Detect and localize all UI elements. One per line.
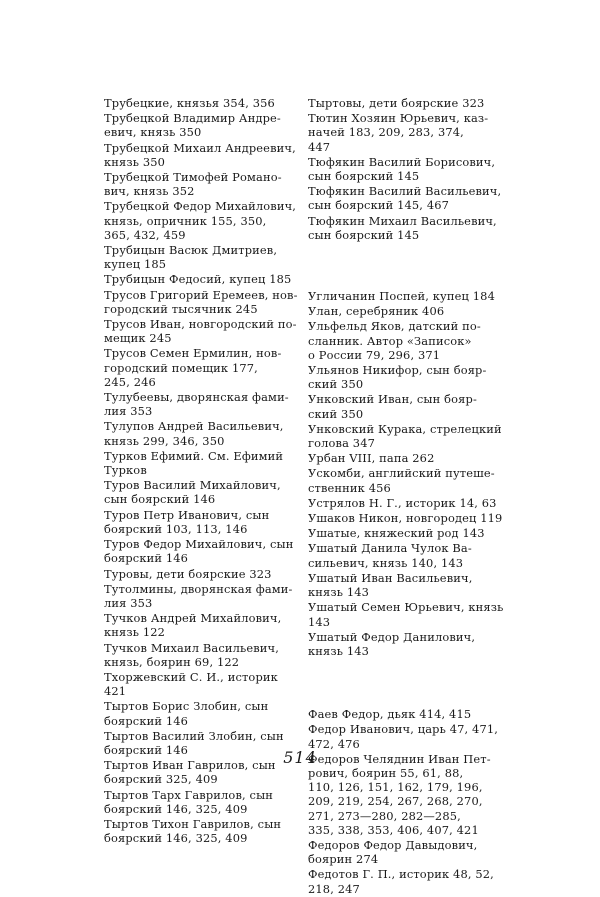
section-gap	[308, 659, 510, 707]
index-column-left	[104, 96, 302, 846]
index-entry	[308, 707, 510, 721]
index-entry	[308, 722, 510, 750]
index-entry-line: 271, 273—280, 282—285,	[308, 808, 461, 823]
index-entry-line: мещик 245	[104, 331, 172, 346]
index-entry	[104, 567, 302, 581]
index-entry-line: Туровы, дети боярские 323	[104, 566, 272, 581]
index-entry-line: Трубецкой Тимофей Романо-	[104, 170, 282, 185]
index-entry-line: ский 350	[308, 377, 364, 392]
index-entry-line: Туров Федор Михайлович, сын	[104, 537, 294, 552]
index-entry	[104, 582, 302, 610]
index-entry-line: князь 143	[308, 643, 370, 658]
index-entry	[308, 184, 510, 212]
index-entry-line: Трубецкой Михаил Андреевич,	[104, 140, 296, 155]
index-entry-line: рович, боярин 55, 61, 88,	[308, 765, 464, 780]
index-entry-line: князь, опричник 155, 350,	[104, 213, 267, 228]
index-entry-line: боярский 146	[104, 713, 189, 728]
index-entry-line: сильевич, князь 140, 143	[308, 555, 464, 570]
index-entry-line: евич, князь 350	[104, 125, 202, 140]
index-entry-line: вич, князь 352	[104, 184, 195, 199]
index-entry-line: Федоров Челяднин Иван Пет-	[308, 751, 491, 766]
index-entry-line: лия 353	[104, 404, 153, 419]
index-entry-line: Трусов Григорий Еремеев, нов-	[104, 287, 298, 302]
index-entry-line: Федор Иванович, царь 47, 471,	[308, 722, 499, 737]
index-entry-line: сын боярский 145	[308, 169, 420, 184]
index-entry-line: Унковский Курака, стрелецкий	[308, 421, 502, 436]
index-entry-line: Турков Ефимий. См. Ефимий	[104, 448, 284, 463]
section-gap	[308, 243, 510, 289]
index-entry-line: 335, 338, 353, 406, 407, 421	[308, 822, 479, 837]
index-entry-line: 245, 246	[104, 374, 156, 389]
index-entry	[308, 319, 510, 362]
index-entry	[104, 170, 302, 198]
index-entry	[104, 111, 302, 139]
index-entry	[308, 511, 510, 525]
index-entry	[308, 155, 510, 183]
index-entry	[308, 571, 510, 599]
index-entry-line: 110, 126, 151, 162, 179, 196,	[308, 780, 483, 795]
index-entry	[104, 243, 302, 271]
index-entry-line: Угличанин Поспей, купец 184	[308, 289, 495, 304]
index-entry-line: Тютин Хозяин Юрьевич, каз-	[308, 111, 489, 126]
index-entry	[104, 478, 302, 506]
index-entry	[104, 611, 302, 639]
index-entry-line: городский тысячник 245	[104, 301, 258, 316]
index-entry-line: Трубицын Васюк Дмитриев,	[104, 243, 278, 258]
index-entry-line: Трубецкой Владимир Андре-	[104, 111, 281, 126]
index-entry-line: купец 185	[104, 257, 167, 272]
index-entry-line: Тхоржевский С. И., историк	[104, 669, 278, 684]
index-entry	[104, 817, 302, 845]
index-entry-line: Ушатый Федор Данилович,	[308, 629, 476, 644]
index-entry-line: князь, боярин 69, 122	[104, 654, 240, 669]
index-entry-line: Турков	[104, 463, 147, 478]
index-entry-line: 421	[104, 684, 127, 699]
page-number: 514	[283, 748, 317, 767]
index-entry	[308, 214, 510, 242]
index-entry-line: Трусов Иван, новгородский по-	[104, 317, 297, 332]
index-entry-line: 218, 247	[308, 881, 360, 896]
index-entry	[308, 363, 510, 391]
index-entry	[104, 449, 302, 477]
index-entry	[104, 419, 302, 447]
index-entry	[308, 867, 510, 895]
index-entry-line: лия 353	[104, 595, 153, 610]
index-entry-line: голова 347	[308, 436, 375, 451]
index-entry	[308, 838, 510, 866]
index-entry-line: Ушатый Семен Юрьевич, князь	[308, 600, 504, 615]
index-entry-line: Тыртов Борис Злобин, сын	[104, 699, 269, 714]
index-entry-line: Тутолмины, дворянская фами-	[104, 581, 293, 596]
index-entry-line: 365, 432, 459	[104, 227, 186, 242]
index-entry-line: Трубецкие, князья 354, 356	[104, 96, 275, 110]
index-entry-line: боярский 146, 325, 409	[104, 801, 248, 816]
index-entry-line: начей 183, 209, 283, 374,	[308, 125, 464, 140]
index-entry-line: Ускомби, английский путеше-	[308, 466, 495, 481]
index-entry-line: сын боярский 145	[308, 227, 420, 242]
index-entry	[104, 272, 302, 286]
index-entry-line: Туров Петр Иванович, сын	[104, 507, 270, 522]
index-entry-line: Тыртов Тихон Гаврилов, сын	[104, 816, 282, 831]
index-entry	[104, 96, 302, 110]
index-entry-line: князь 350	[104, 154, 166, 169]
index-entry-line: 447	[308, 139, 331, 154]
index-entry-line: 472, 476	[308, 736, 360, 751]
index-entry-line: сланник. Автор «Записок»	[308, 333, 472, 348]
index-entry-line: Туров Василий Михайлович,	[104, 478, 281, 493]
index-entry-line: Трубицын Федосий, купец 185	[104, 272, 292, 287]
index-entry	[104, 670, 302, 698]
index-entry	[308, 600, 510, 628]
index-entry	[308, 392, 510, 420]
index-entry-line: князь 143	[308, 585, 370, 600]
index-entry-line: князь 299, 346, 350	[104, 433, 225, 448]
index-entry-line: Тыртов Иван Гаврилов, сын	[104, 758, 276, 773]
index-entry	[104, 199, 302, 242]
index-entry	[308, 422, 510, 450]
index-entry	[104, 288, 302, 316]
index-entry	[104, 641, 302, 669]
index-entry	[308, 466, 510, 494]
index-entry-line: Тыртов Василий Злобин, сын	[104, 728, 284, 743]
index-entry-line: Тыртов Тарх Гаврилов, сын	[104, 787, 274, 802]
index-entry	[308, 304, 510, 318]
index-entry	[308, 541, 510, 569]
index-entry	[104, 390, 302, 418]
index-entry-line: Улан, серебряник 406	[308, 304, 445, 319]
index-entry	[308, 289, 510, 303]
index-entry	[308, 630, 510, 658]
index-entry-line: Унковский Иван, сын бояр-	[308, 392, 477, 407]
index-entry	[104, 508, 302, 536]
index-entry	[104, 141, 302, 169]
index-entry-line: Ушаков Никон, новгородец 119	[308, 511, 503, 526]
index-entry-line: Тюфякин Василий Борисович,	[308, 154, 496, 169]
index-entry	[104, 346, 302, 389]
index-entry	[308, 96, 510, 110]
index-entry-line: Тучков Андрей Михайлович,	[104, 611, 282, 626]
index-entry-line: Тюфякин Василий Васильевич,	[308, 184, 502, 199]
index-group-f	[308, 707, 510, 896]
index-entry-line: о России 79, 296, 371	[308, 347, 441, 362]
index-entry-line: князь 122	[104, 625, 166, 640]
index-entry-line: 143	[308, 614, 331, 629]
index-entry	[104, 699, 302, 727]
index-entry-line: Устрялов Н. Г., историк 14, 63	[308, 495, 497, 510]
index-entry-line: Тюфякин Михаил Васильевич,	[308, 213, 497, 228]
index-entry-line: ский 350	[308, 406, 364, 421]
index-entry-line: 209, 219, 254, 267, 268, 270,	[308, 794, 483, 809]
index-entry-line: Ушатый Данила Чулок Ва-	[308, 541, 472, 556]
index-entry-line: Ульянов Никифор, сын бояр-	[308, 363, 487, 378]
index-entry-line: Ушатый Иван Васильевич,	[308, 570, 473, 585]
index-entry-line: Федотов Г. П., историк 48, 52,	[308, 867, 494, 882]
index-entry-line: сын боярский 145, 467	[308, 198, 450, 213]
index-entry-line: боярский 146	[104, 742, 189, 757]
index-entry-line: Трусов Семен Ермилин, нов-	[104, 346, 282, 361]
index-group-t	[308, 96, 510, 242]
index-column-right	[308, 96, 510, 897]
index-entry	[308, 111, 510, 154]
index-entry-line: боярский 146, 325, 409	[104, 831, 248, 846]
index-entry-line: городский помещик 177,	[104, 360, 258, 375]
index-entry	[104, 537, 302, 565]
index-entry	[104, 788, 302, 816]
index-entry-line: боярин 274	[308, 852, 379, 867]
index-entry-line: Тулубеевы, дворянская фами-	[104, 390, 289, 405]
index-entry-line: Тучков Михаил Васильевич,	[104, 640, 279, 655]
index-entry-line: Урбан VIII, папа 262	[308, 451, 435, 466]
index-entry	[308, 526, 510, 540]
index-entry-line: ственник 456	[308, 480, 391, 495]
index-entry	[308, 451, 510, 465]
index-entry-line: Ушатые, княжеский род 143	[308, 526, 485, 541]
index-entry-line: Ульфельд Яков, датский по-	[308, 319, 481, 334]
index-entry-line: боярский 103, 113, 146	[104, 521, 248, 536]
index-entry-line: сын боярский 146	[104, 492, 216, 507]
index-entry-line: Федоров Федор Давыдович,	[308, 837, 478, 852]
index-entry	[308, 496, 510, 510]
index-entry-line: Фаев Федор, дьяк 414, 415	[308, 707, 472, 722]
index-entry-line: Тулупов Андрей Васильевич,	[104, 419, 284, 434]
index-group-u	[308, 289, 510, 658]
index-entry-line: Тыртовы, дети боярские 323	[308, 96, 485, 110]
index-entry-line: боярский 146	[104, 551, 189, 566]
index-entry-line: боярский 325, 409	[104, 772, 218, 787]
index-entry	[104, 317, 302, 345]
index-entry-line: Трубецкой Федор Михайлович,	[104, 199, 297, 214]
